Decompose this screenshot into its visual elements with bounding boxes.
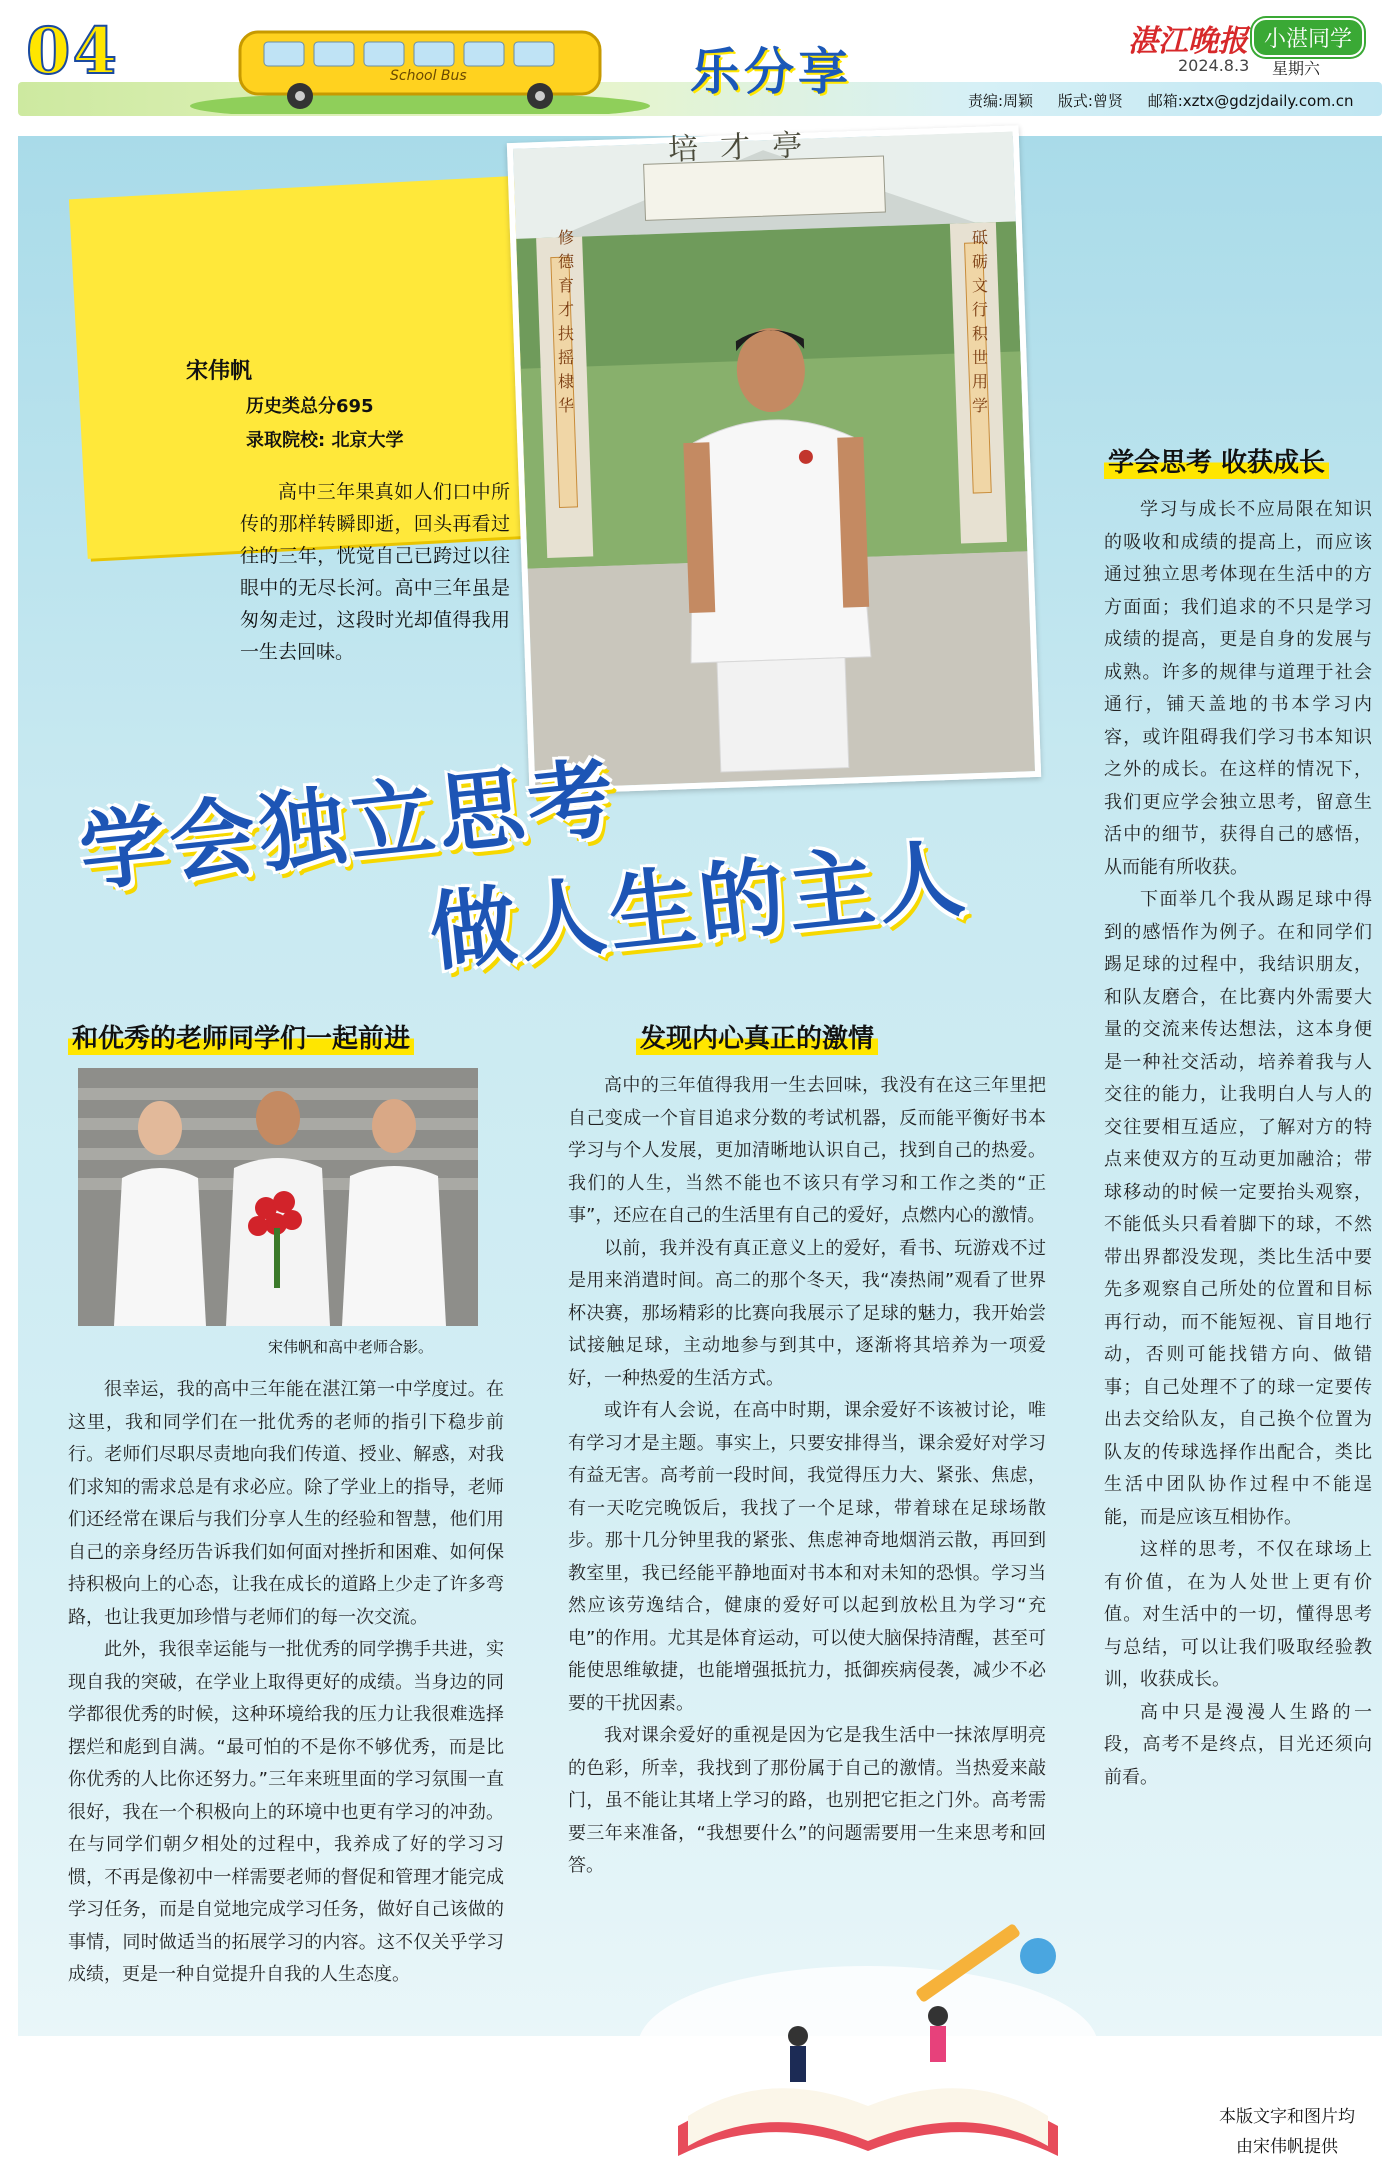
credits-line bbox=[968, 90, 1373, 111]
couplet-left: 修德育才扶摇棣华 bbox=[558, 228, 575, 415]
page-number: 04 bbox=[26, 14, 120, 89]
paragraph: 这样的思考，不仅在球场上有价值，在为人处世上更有价值。对生活中的一切，懂得思考与总结，可以让我们吸取经验教训，收获成长。 bbox=[1104, 1539, 1372, 1690]
paragraph: 高中只是漫漫人生路的一段，高考不是终点，目光还须向前看。 bbox=[1104, 1701, 1372, 1788]
paragraph: 高中的三年值得我用一生去回味，我没有在这三年里把自己变成一个盲目追求分数的考试机器，反而能平衡好书本学习与个人发展，更加清晰地认识自己，找到自己的热爱。我们的人生，当然不能也不该只有学习和工作之类的“正事”，还应在自己的生活里有自己的爱好，点燃内心的激情。 bbox=[568, 1075, 1046, 1226]
layout-credit: 版式:曾贤 bbox=[1057, 92, 1123, 110]
student-intro: 高中三年果真如人们口中所传的那样转瞬即逝，回头再看过往的三年，恍觉自己已跨过以往眼中的无尽长河。高中三年虽是匆匆走过，这段时光却值得我用一生去回味。 bbox=[240, 481, 510, 663]
bus-label: School Bus bbox=[390, 68, 467, 84]
portrait-illustration bbox=[513, 131, 1035, 788]
paragraph: 下面举几个我从踢足球中得到的感悟作为例子。在和同学们踢足球的过程中，我结识朋友，和队友磨合，在比赛内外需要大量的交流来传达想法，这本身便是一种社交活动，培养着我与人交往的能力，让我明白人与人的交往要相互适应，了解对方的特点来使双方的互动更加融洽；带球移动的时候一定要抬头观察，不能低头只看着脚下的球，不然带出界都没发现，类比生活中要先多观察自己所处的位置和目标再行动，而不能短视、盲目地行动，否则可能找错方向、做错事；自己处理不了的球一定要传出去交给队友，自己换个位置为队友的传球选择作出配合，类比生活中团队协作过程中不能逞能，而是应该互相协作。 bbox=[1104, 889, 1372, 1528]
heading-left: 和优秀的老师同学们一起前进 bbox=[68, 1018, 414, 1055]
paragraph: 或许有人会说，在高中时期，课余爱好不该被讨论，唯有学习才是主题。事实上，只要安排得当，课余爱好对学习有益无害。高考前一段时间，我觉得压力大、紧张、焦虑，有一天吃完晚饭后，我找了一个足球，带着球在足球场散步。那十几分钟里我的紧张、焦虑神奇地烟消云散，再回到教室里，我已经能平静地面对书本和对未知的恐惧。学习当然应该劳逸结合，健康的爱好可以起到放松且为学习“充电”的作用。尤其是体育运动，可以使大脑保持清醒，甚至可能使思维敏捷，也能增强抵抗力，抵御疾病侵袭，减少不必要的干扰因素。 bbox=[568, 1400, 1046, 1714]
article-column-right bbox=[1104, 494, 1372, 1794]
footer-note: 本版文字和图片均由宋伟帆提供 bbox=[1219, 2107, 1355, 2157]
editor-credit: 责编:周颖 bbox=[968, 92, 1034, 110]
page-header bbox=[0, 0, 1400, 130]
main-title-line-1: 学会独立思考 bbox=[75, 748, 623, 904]
pavilion-sign: 培才亭 bbox=[667, 127, 825, 168]
group-photo-illustration bbox=[78, 1068, 478, 1326]
student-score: 历史类总分695 bbox=[246, 396, 374, 417]
group-photo-caption: 宋伟帆和高中老师合影。 bbox=[268, 1338, 434, 1356]
paragraph: 此外，我很幸运能与一批优秀的同学携手共进，实现自我的突破，在学业上取得更好的成绩。当身边的同学都很优秀的时候，这种环境给我的压力让我很难选择摆烂和彪到自满。“最可怕的不是你不够优秀，而是比你优秀的人比你还努力。”三年来班里面的学习氛围一直很好，我在一个积极向上的环境中也更有学习的冲劲。在与同学们朝夕相处的过程中，我养成了好的学习习惯，不再是像初中一样需要老师的督促和管理才能完成学习任务，而是自觉地完成学习任务，做好自己该做的事情，同时做适当的拓展学习的内容。这不仅关乎学习成绩，更是一种自觉提升自我的人生态度。 bbox=[68, 1639, 504, 1985]
student-college: 录取院校: 北京大学 bbox=[246, 430, 404, 451]
heading-middle: 发现内心真正的激情 bbox=[636, 1018, 878, 1055]
main-title-line-2: 做人生的主人 bbox=[425, 828, 973, 984]
section-title: 乐分享 bbox=[690, 43, 852, 101]
paragraph: 我对课余爱好的重视是因为它是我生活中一抹浓厚明亮的色彩，所幸，我找到了那份属于自己的激情。当热爱来敲门，虽不能让其堵上学习的路，也别把它拒之门外。高考需要三年来准备，“我想要什么”的问题需要用一生来思考和回答。 bbox=[568, 1725, 1046, 1876]
open-book-illustration bbox=[638, 1896, 1098, 2176]
student-name: 宋伟帆 bbox=[186, 359, 253, 384]
heading-right: 学会思考 收获成长 bbox=[1104, 442, 1329, 479]
couplet-right: 砥砺文行积世用学 bbox=[972, 228, 989, 415]
email-credit: 邮箱:xztx@gdzjdaily.com.cn bbox=[1147, 92, 1354, 110]
paragraph: 学习与成长不应局限在知识的吸收和成绩的提高上，而应该通过独立思考体现在生活中的方方面面；我们追求的不只是学习成绩的提高，更是自身的发展与成熟。许多的规律与道理于社会通行，铺天盖地的书本学习内容，或许阻碍我们学习书本知识之外的成长。在这样的情况下，我们更应学会独立思考，留意生活中的细节，获得自己的感悟，从而能有所收获。 bbox=[1104, 499, 1372, 878]
portrait-photo bbox=[507, 125, 1041, 794]
article-column-middle bbox=[568, 1070, 1046, 1883]
issue-weekday: 星期六 bbox=[1272, 59, 1321, 78]
paragraph: 很幸运，我的高中三年能在湛江第一中学度过。在这里，我和同学们在一批优秀的老师的指引下稳步前行。老师们尽职尽责地向我们传道、授业、解惑，对我们求知的需求总是有求必应。除了学业上的指导，老师们还经常在课后与我们分享人生的经验和智慧，他们用自己的亲身经历告诉我们如何面对挫折和困难、如何保持积极向上的心态，让我在成长的道路上少走了许多弯路，也让我更加珍惜与老师们的每一次交流。 bbox=[68, 1379, 504, 1628]
main-panel bbox=[18, 127, 1382, 2157]
school-bus-illustration bbox=[180, 14, 660, 114]
paragraph: 以前，我并没有真正意义上的爱好，看书、玩游戏不过是用来消遣时间。高二的那个冬天，我“凑热闹”观看了世界杯决赛，那场精彩的比赛向我展示了足球的魅力，我开始尝试接触足球，主动地参与到其中，逐渐将其培养为一项爱好，一种热爱的生活方式。 bbox=[568, 1237, 1046, 1389]
paper-name: 湛江晚报 bbox=[1128, 24, 1248, 59]
column-badge: 小湛同学 bbox=[1252, 18, 1364, 57]
teacher-group-photo bbox=[78, 1068, 478, 1326]
issue-date: 2024.8.3 bbox=[1178, 56, 1250, 75]
article-column-left bbox=[68, 1374, 504, 1992]
